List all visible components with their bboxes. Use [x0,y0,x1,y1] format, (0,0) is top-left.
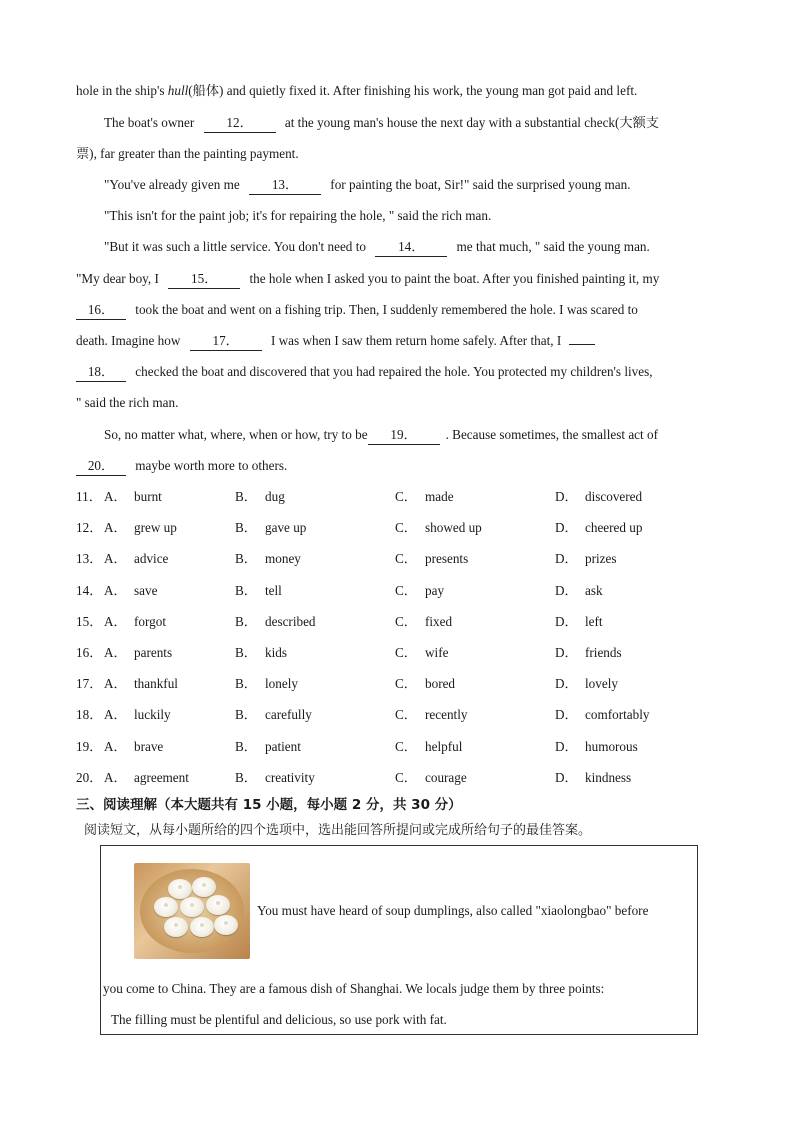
option-b[interactable] [235,738,301,756]
option-d[interactable] [555,706,649,724]
blank-19[interactable]: 19． [368,426,440,445]
option-letter: D． [555,520,578,535]
italic-word: hull [167,83,189,98]
option-a[interactable] [104,519,177,537]
passage-line-11: " said the rich man. [76,395,179,410]
option-text: agreement [134,770,189,785]
option-b[interactable] [235,769,315,787]
question-row [76,582,716,600]
blank-continuation [569,344,595,345]
text: "My dear boy, I [76,271,159,286]
option-c[interactable] [395,675,455,693]
question-number: 12． [76,520,103,535]
passage-line-9 [76,332,595,351]
passage-line-3: 票), far greater than the painting payment. [76,146,299,161]
option-text: parents [134,645,173,660]
option-letter: C． [395,614,417,629]
question-row [76,706,716,724]
passage-line-8 [76,301,638,320]
text: "You've already given me [104,177,240,192]
option-letter: C． [395,770,417,785]
question-number: 16． [76,645,103,660]
option-text: comfortably [585,707,650,722]
option-letter: B． [235,551,257,566]
option-letter: C． [395,583,417,598]
text: "But it was such a little service. You don't need to [104,239,366,254]
option-text: cheered up [585,520,643,535]
question-number: 19． [76,739,103,754]
option-a[interactable] [104,582,157,600]
option-letter: D． [555,614,578,629]
option-text: brave [134,739,164,754]
option-text: money [265,551,301,566]
option-text: friends [585,645,622,660]
option-a[interactable] [104,738,163,756]
passage-line-1 [76,82,637,100]
dumpling [168,879,192,899]
text: . Because sometimes, the smallest act of [445,427,658,442]
option-letter: D． [555,583,578,598]
option-text: gave up [265,520,307,535]
question-number: 11． [76,489,102,504]
option-text: advice [134,551,169,566]
passage-line-6 [104,238,650,257]
blank-16[interactable]: 16． [76,301,126,320]
option-letter: C． [395,551,417,566]
option-text: save [134,583,158,598]
option-a[interactable] [104,644,172,662]
passage-line-7 [76,270,659,289]
option-letter: C． [395,489,417,504]
text: maybe worth more to others. [135,458,288,473]
option-text: presents [425,551,469,566]
blank-12[interactable]: 12． [204,114,276,133]
option-c[interactable] [395,706,467,724]
option-letter: A． [104,707,127,722]
option-d[interactable] [555,675,618,693]
option-text: wife [425,645,449,660]
option-text: carefully [265,707,312,722]
text: took the boat and went on a fishing trip. Then, I suddenly remembered the hole. I was scared to [135,302,638,317]
option-text: kids [265,645,287,660]
soup-dumplings-photo [134,863,250,959]
text: So, no matter what, where, when or how, try to be [104,427,368,442]
text: at the young man's house the next day with a substantial check(大额支 [284,115,659,130]
option-letter: B． [235,520,257,535]
question-number: 17． [76,676,103,691]
blank-14[interactable]: 14． [375,238,447,257]
option-letter: C． [395,707,417,722]
blank-13[interactable]: 13． [249,176,321,195]
text: for painting the boat, Sir!" said the surprised young man. [330,177,631,192]
steamer-basket [140,869,244,953]
option-b[interactable] [235,488,285,506]
option-text: grew up [134,520,177,535]
dumpling [206,895,230,915]
passage-line-5: "This isn't for the paint job; it's for repairing the hole, " said the rich man. [104,208,492,223]
option-text: kindness [585,770,632,785]
option-letter: B． [235,489,257,504]
option-letter: A． [104,551,127,566]
option-letter: B． [235,707,257,722]
text: me that much, " said the young man. [456,239,650,254]
option-d[interactable] [555,644,622,662]
option-a[interactable] [104,613,166,631]
question-row [76,488,716,506]
option-letter: A． [104,614,127,629]
option-letter: C． [395,645,417,660]
option-a[interactable] [104,488,162,506]
option-letter: B． [235,739,257,754]
option-text: fixed [425,614,453,629]
option-text: bored [425,676,456,691]
option-text: recently [425,707,468,722]
question-row [76,550,716,568]
option-text: showed up [425,520,482,535]
question-row [76,769,716,787]
blank-20[interactable]: 20． [76,457,126,476]
option-text: burnt [134,489,162,504]
option-text: described [265,614,316,629]
option-letter: D． [555,707,578,722]
option-text: luckily [134,707,171,722]
question-number: 20． [76,770,103,785]
option-letter: A． [104,520,127,535]
option-letter: D． [555,676,578,691]
question-row [76,738,716,756]
reading-passage-box [100,845,698,1035]
text: checked the boat and discovered that you had repaired the hole. You protected my children's lives, [135,364,653,379]
passage-line-13 [76,457,287,476]
option-letter: D． [555,551,578,566]
text: I was when I saw them return home safely. After that, I [270,333,562,348]
option-letter: B． [235,676,257,691]
question-row [76,519,716,537]
text: (船体) and quietly fixed it. After finishing his work, the young man got paid and left. [188,83,638,98]
option-d[interactable] [555,519,642,537]
option-text: pay [425,583,445,598]
option-letter: C． [395,520,417,535]
option-c[interactable] [395,488,454,506]
reading-line-2: you come to China. They are a famous dish of Shanghai. We locals judge them by three points: [103,981,605,996]
option-text: tell [265,583,282,598]
option-text: lovely [585,676,618,691]
option-text: lonely [265,676,298,691]
option-a[interactable] [104,675,178,693]
section-instruction: 阅读短文，从每小题所给的四个选项中，选出能回答所提问或完成所给句子的最佳答案。 [84,823,592,838]
question-row [76,644,716,662]
option-letter: D． [555,645,578,660]
option-text: prizes [585,551,617,566]
option-letter: B． [235,614,257,629]
option-text: ask [585,583,603,598]
option-letter: A． [104,676,127,691]
option-text: patient [265,739,301,754]
option-b[interactable] [235,706,312,724]
option-c[interactable] [395,769,467,787]
option-letter: A． [104,770,127,785]
dumpling [192,877,216,897]
option-d[interactable] [555,550,617,568]
option-letter: B． [235,645,257,660]
option-letter: D． [555,739,578,754]
dumpling [190,917,214,937]
option-c[interactable] [395,582,444,600]
dumpling [180,897,204,917]
option-c[interactable] [395,738,462,756]
option-b[interactable] [235,582,282,600]
option-letter: C． [395,676,417,691]
option-d[interactable] [555,769,631,787]
text: death. Imagine how [76,333,181,348]
text: The boat's owner [104,115,195,130]
passage-line-12 [104,426,658,445]
reading-line-1: You must have heard of soup dumplings, also called "xiaolongbao" before [257,903,649,918]
option-a[interactable] [104,769,189,787]
passage-line-4 [104,176,631,195]
dumpling [214,915,238,935]
option-d[interactable] [555,582,603,600]
question-number: 15． [76,614,103,629]
question-number: 14． [76,583,103,598]
option-letter: A． [104,583,127,598]
option-text: left [585,614,603,629]
blank-17[interactable]: 17． [190,332,262,351]
option-letter: B． [235,770,257,785]
option-text: dug [265,489,285,504]
option-text: forgot [134,614,166,629]
option-letter: C． [395,739,417,754]
passage-line-2 [104,114,659,133]
option-text: courage [425,770,467,785]
option-letter: B． [235,583,257,598]
option-b[interactable] [235,675,298,693]
blank-18[interactable]: 18． [76,363,126,382]
reading-line-3: The filling must be plentiful and delicious, so use pork with fat. [111,1012,447,1027]
option-letter: D． [555,770,578,785]
option-text: thankful [134,676,178,691]
option-b[interactable] [235,613,316,631]
text: the hole when I asked you to paint the boat. After you finished painting it, my [249,271,660,286]
option-b[interactable] [235,644,287,662]
dumpling [154,897,178,917]
option-letter: D． [555,489,578,504]
option-c[interactable] [395,644,448,662]
option-d[interactable] [555,738,638,756]
option-d[interactable] [555,488,642,506]
option-d[interactable] [555,613,603,631]
question-number: 13． [76,551,103,566]
option-c[interactable] [395,519,482,537]
question-row [76,613,716,631]
option-text: discovered [585,489,643,504]
question-number: 18． [76,707,103,722]
blank-15[interactable]: 15． [168,270,240,289]
option-letter: A． [104,645,127,660]
option-text: humorous [585,739,638,754]
option-text: creativity [265,770,315,785]
option-b[interactable] [235,550,301,568]
question-row [76,675,716,693]
section-heading: 三、阅读理解（本大题共有 15 小题，每小题 2 分，共 30 分） [76,797,462,813]
option-text: made [425,489,454,504]
option-c[interactable] [395,550,468,568]
option-letter: A． [104,489,127,504]
option-text: helpful [425,739,463,754]
option-b[interactable] [235,519,306,537]
option-a[interactable] [104,550,168,568]
option-c[interactable] [395,613,452,631]
passage-line-10 [76,363,653,382]
text: hole in the ship's [76,83,168,98]
option-a[interactable] [104,706,171,724]
option-letter: A． [104,739,127,754]
dumpling [164,917,188,937]
